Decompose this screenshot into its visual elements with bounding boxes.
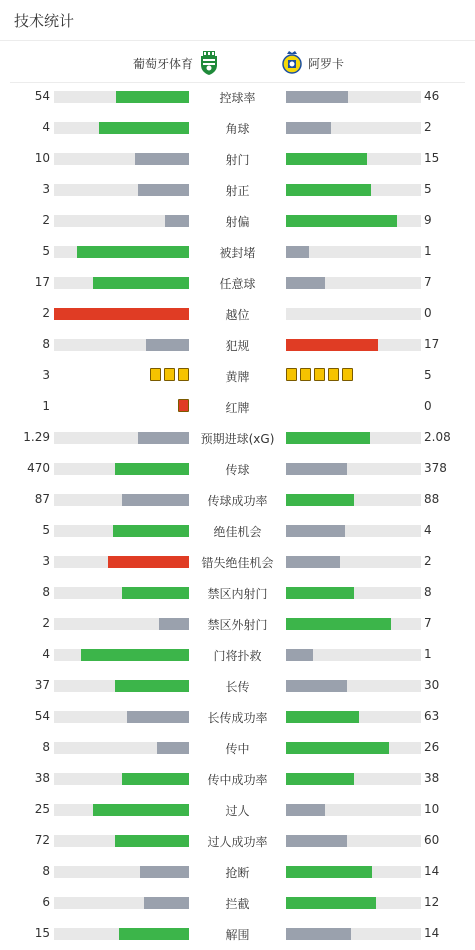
away-value: 26 — [424, 740, 440, 754]
home-bar-fill — [77, 246, 189, 258]
stat-label: 黄牌 — [225, 370, 250, 384]
stat-label: 传球 — [225, 463, 250, 477]
page-title: 技术统计 — [14, 12, 75, 30]
away-value: 1 — [424, 647, 432, 661]
away-value: 17 — [424, 337, 440, 351]
stat-row — [0, 267, 475, 298]
away-bar-track — [286, 494, 421, 506]
home-bar-fill — [113, 525, 189, 537]
away-bar-track — [286, 680, 421, 692]
home-value: 54 — [34, 89, 50, 103]
away-bar-fill — [286, 711, 359, 723]
home-bar-fill — [115, 680, 189, 692]
home-bar-track — [54, 866, 189, 878]
away-value: 14 — [424, 926, 440, 940]
stat-row — [0, 360, 475, 391]
stat-row — [0, 856, 475, 887]
home-value: 17 — [34, 275, 50, 289]
away-value: 2 — [424, 554, 432, 568]
yellow-card-icon — [328, 368, 339, 381]
home-value: 8 — [42, 337, 50, 351]
home-value: 8 — [42, 864, 50, 878]
away-value: 2 — [424, 120, 432, 134]
away-bar-fill — [286, 649, 313, 661]
home-bar-fill — [135, 153, 189, 165]
stat-row — [0, 391, 475, 422]
stat-label: 被封堵 — [219, 246, 256, 260]
home-value: 2 — [42, 213, 50, 227]
home-value: 25 — [34, 802, 50, 816]
home-value: 38 — [34, 771, 50, 785]
away-bar-fill — [286, 742, 389, 754]
home-value: 4 — [42, 647, 50, 661]
away-bar-track — [286, 215, 421, 227]
red-card-icon — [178, 399, 189, 412]
stat-label: 绝佳机会 — [213, 525, 262, 539]
home-value: 6 — [42, 895, 50, 909]
stat-label: 越位 — [225, 308, 250, 322]
stat-label: 角球 — [225, 122, 250, 136]
arouca-crest-icon — [282, 50, 302, 76]
away-bar-fill — [286, 525, 345, 537]
home-value: 8 — [42, 740, 50, 754]
stat-label: 射偏 — [225, 215, 250, 229]
away-bar-fill — [286, 432, 370, 444]
away-cards — [286, 368, 353, 382]
stat-label: 长传成功率 — [207, 711, 268, 725]
home-bar-track — [54, 587, 189, 599]
stat-label: 错失绝佳机会 — [201, 556, 274, 570]
home-bar-fill — [93, 277, 189, 289]
yellow-card-icon — [342, 368, 353, 381]
home-bar-track — [54, 556, 189, 568]
yellow-card-icon — [314, 368, 325, 381]
stat-row — [0, 701, 475, 732]
stat-row — [0, 608, 475, 639]
away-bar-fill — [286, 277, 325, 289]
home-bar-fill — [138, 184, 189, 196]
home-value: 3 — [42, 554, 50, 568]
away-bar-fill — [286, 184, 371, 196]
away-value: 9 — [424, 213, 432, 227]
stat-label: 禁区内射门 — [207, 587, 268, 601]
home-bar-track — [54, 494, 189, 506]
away-bar-fill — [286, 215, 397, 227]
away-bar-track — [286, 339, 421, 351]
yellow-card-icon — [300, 368, 311, 381]
stat-row — [0, 174, 475, 205]
away-bar-fill — [286, 122, 331, 134]
away-bar-track — [286, 587, 421, 599]
home-bar-track — [54, 804, 189, 816]
home-value: 1.29 — [23, 430, 50, 444]
stat-row — [0, 422, 475, 453]
away-value: 46 — [424, 89, 440, 103]
away-bar-track — [286, 277, 421, 289]
away-value: 7 — [424, 616, 432, 630]
stat-label: 射正 — [225, 184, 250, 198]
away-bar-track — [286, 246, 421, 258]
stat-label: 预期进球(xG) — [200, 432, 275, 446]
home-bar-track — [54, 432, 189, 444]
home-cards — [178, 399, 189, 413]
away-bar-track — [286, 184, 421, 196]
stat-row — [0, 329, 475, 360]
home-bar-fill — [81, 649, 189, 661]
stats-list — [0, 81, 475, 949]
home-value: 54 — [34, 709, 50, 723]
stat-row — [0, 236, 475, 267]
stat-label: 红牌 — [225, 401, 250, 415]
home-value: 37 — [34, 678, 50, 692]
away-value: 15 — [424, 151, 440, 165]
stat-label: 解围 — [225, 928, 250, 942]
away-bar-fill — [286, 246, 309, 258]
away-value: 12 — [424, 895, 440, 909]
stat-row — [0, 484, 475, 515]
home-bar-track — [54, 215, 189, 227]
away-bar-fill — [286, 804, 325, 816]
yellow-card-icon — [286, 368, 297, 381]
home-bar-fill — [115, 463, 189, 475]
home-bar-track — [54, 153, 189, 165]
home-team[interactable] — [133, 50, 219, 76]
stat-row — [0, 546, 475, 577]
stat-row — [0, 825, 475, 856]
away-bar-fill — [286, 866, 372, 878]
away-bar-fill — [286, 897, 376, 909]
away-value: 14 — [424, 864, 440, 878]
stat-row — [0, 143, 475, 174]
away-bar-fill — [286, 339, 378, 351]
home-value: 10 — [34, 151, 50, 165]
away-value: 63 — [424, 709, 440, 723]
away-bar-fill — [286, 587, 354, 599]
stat-label: 传中成功率 — [207, 773, 268, 787]
home-bar-fill — [122, 494, 190, 506]
away-bar-track — [286, 153, 421, 165]
stat-label: 长传 — [225, 680, 250, 694]
home-bar-fill — [140, 866, 189, 878]
away-bar-fill — [286, 928, 351, 940]
away-value: 7 — [424, 275, 432, 289]
stat-label: 任意球 — [219, 277, 256, 291]
away-bar-track — [286, 711, 421, 723]
home-bar-fill — [116, 91, 189, 103]
yellow-card-icon — [164, 368, 175, 381]
away-value: 5 — [424, 368, 432, 382]
home-bar-fill — [165, 215, 189, 227]
home-bar-fill — [119, 928, 189, 940]
home-bar-fill — [138, 432, 189, 444]
home-bar-fill — [146, 339, 189, 351]
home-bar-track — [54, 773, 189, 785]
away-bar-track — [286, 122, 421, 134]
away-value: 5 — [424, 182, 432, 196]
home-bar-track — [54, 928, 189, 940]
away-bar-fill — [286, 680, 347, 692]
away-bar-track — [286, 463, 421, 475]
home-bar-track — [54, 680, 189, 692]
home-value: 72 — [34, 833, 50, 847]
home-bar-fill — [115, 835, 189, 847]
away-bar-track — [286, 928, 421, 940]
away-value: 8 — [424, 585, 432, 599]
stat-row — [0, 763, 475, 794]
stat-label: 传中 — [225, 742, 250, 756]
home-value: 87 — [34, 492, 50, 506]
home-value: 5 — [42, 523, 50, 537]
home-value: 5 — [42, 244, 50, 258]
away-bar-fill — [286, 556, 340, 568]
away-value: 0 — [424, 306, 432, 320]
home-bar-fill — [108, 556, 189, 568]
home-bar-track — [54, 463, 189, 475]
stat-row — [0, 298, 475, 329]
stat-label: 控球率 — [219, 91, 256, 105]
away-value: 10 — [424, 802, 440, 816]
stat-row — [0, 918, 475, 949]
away-bar-track — [286, 773, 421, 785]
home-bar-fill — [54, 308, 189, 320]
away-bar-fill — [286, 463, 347, 475]
away-value: 60 — [424, 833, 440, 847]
stat-row — [0, 112, 475, 143]
stat-row — [0, 794, 475, 825]
away-value: 88 — [424, 492, 440, 506]
stat-row — [0, 453, 475, 484]
home-bar-track — [54, 339, 189, 351]
home-value: 1 — [42, 399, 50, 413]
away-value: 38 — [424, 771, 440, 785]
home-bar-track — [54, 618, 189, 630]
home-bar-fill — [127, 711, 189, 723]
home-value: 2 — [42, 306, 50, 320]
away-bar-fill — [286, 773, 354, 785]
home-value: 8 — [42, 585, 50, 599]
home-bar-fill — [144, 897, 189, 909]
home-bar-track — [54, 308, 189, 320]
home-value: 4 — [42, 120, 50, 134]
stat-row — [0, 732, 475, 763]
home-bar-track — [54, 711, 189, 723]
stat-label: 抢断 — [225, 866, 250, 880]
away-bar-track — [286, 556, 421, 568]
home-bar-track — [54, 835, 189, 847]
away-value: 0 — [424, 399, 432, 413]
home-team-name: 葡萄牙体育 — [132, 56, 193, 71]
home-bar-track — [54, 742, 189, 754]
home-value: 15 — [34, 926, 50, 940]
stat-label: 拦截 — [225, 897, 250, 911]
home-bar-fill — [157, 742, 189, 754]
away-bar-track — [286, 432, 421, 444]
home-bar-track — [54, 122, 189, 134]
away-bar-track — [286, 897, 421, 909]
away-bar-track — [286, 525, 421, 537]
home-bar-track — [54, 897, 189, 909]
away-team-name: 阿罗卡 — [308, 56, 345, 71]
home-bar-fill — [99, 122, 189, 134]
away-bar-track — [286, 308, 421, 320]
home-value: 3 — [42, 182, 50, 196]
away-bar-track — [286, 804, 421, 816]
home-bar-track — [54, 525, 189, 537]
home-bar-fill — [122, 773, 190, 785]
away-bar-fill — [286, 153, 367, 165]
stat-row — [0, 81, 475, 112]
home-bar-track — [54, 91, 189, 103]
stat-label: 过人 — [225, 804, 250, 818]
home-bar-track — [54, 649, 189, 661]
away-value: 2.08 — [424, 430, 451, 444]
home-bar-fill — [93, 804, 189, 816]
stat-row — [0, 887, 475, 918]
away-bar-track — [286, 866, 421, 878]
away-bar-track — [286, 835, 421, 847]
home-value: 3 — [42, 368, 50, 382]
home-bar-fill — [122, 587, 190, 599]
away-bar-fill — [286, 618, 391, 630]
away-bar-fill — [286, 91, 348, 103]
stat-label: 门将扑救 — [213, 649, 262, 663]
home-bar-track — [54, 184, 189, 196]
page-header — [0, 0, 475, 41]
away-bar-track — [286, 742, 421, 754]
stat-label: 过人成功率 — [207, 835, 268, 849]
away-bar-fill — [286, 835, 347, 847]
home-value: 470 — [27, 461, 50, 475]
away-bar-fill — [286, 494, 354, 506]
stat-label: 射门 — [225, 153, 250, 167]
away-bar-track — [286, 91, 421, 103]
away-bar-track — [286, 649, 421, 661]
stat-row — [0, 639, 475, 670]
home-bar-track — [54, 246, 189, 258]
teams-header — [10, 41, 465, 83]
away-value: 30 — [424, 678, 440, 692]
away-value: 4 — [424, 523, 432, 537]
stat-label: 禁区外射门 — [207, 618, 268, 632]
away-team[interactable] — [282, 50, 344, 76]
yellow-card-icon — [178, 368, 189, 381]
stat-row — [0, 670, 475, 701]
stat-label: 犯规 — [225, 339, 250, 353]
stat-row — [0, 205, 475, 236]
home-bar-track — [54, 277, 189, 289]
stat-label: 传球成功率 — [207, 494, 268, 508]
home-bar-fill — [159, 618, 189, 630]
away-value: 378 — [424, 461, 447, 475]
sporting-crest-icon — [199, 50, 219, 76]
home-cards — [150, 368, 189, 382]
home-value: 2 — [42, 616, 50, 630]
stat-row — [0, 515, 475, 546]
away-bar-track — [286, 618, 421, 630]
yellow-card-icon — [150, 368, 161, 381]
away-value: 1 — [424, 244, 432, 258]
stat-row — [0, 577, 475, 608]
